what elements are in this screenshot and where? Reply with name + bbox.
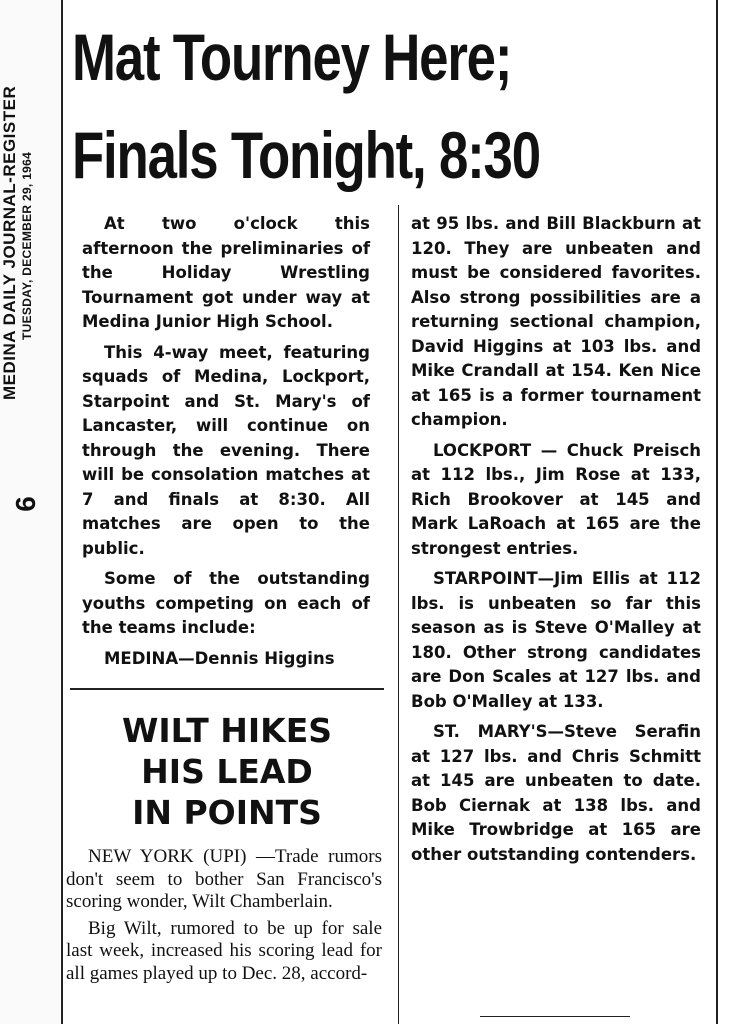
story-divider xyxy=(70,688,384,690)
end-rule xyxy=(480,1016,630,1017)
paragraph: MEDINA—Dennis Higgins xyxy=(104,648,335,668)
paragraph: This 4-way meet, featuring squads of Medina, Lockport, Starpoint and St. Mary's of Lancaster, will continue on through the evening. There will be consolation matches at 7 and finals at 8:30. All matches are open to the public. xyxy=(82,342,370,558)
main-headline xyxy=(72,8,568,204)
headline-line-1: WILT HIKES xyxy=(121,711,333,750)
center-column-rule xyxy=(398,205,399,1024)
paragraph: at 95 lbs. and Bill Blackburn at 120. They are unbeaten and must be considered favorites. Also strong possibilities are a returning sectional champion, David Higgins at 103 lbs. and Mike Crandall at 154. Ken Nice at 165 is a former tournament champion. xyxy=(411,214,701,429)
paragraph: Some of the outstanding youths competing on each of the teams include: xyxy=(82,569,370,637)
second-story-body xyxy=(66,846,382,989)
paragraph: Big Wilt, rumored to be up for sale last week, increased his scoring lead for all games played up to Dec. 28, accord- xyxy=(66,917,382,984)
second-story-headline xyxy=(72,710,382,833)
page-number: 6 xyxy=(9,496,41,512)
paragraph: ST. MARY'S—Steve Serafin at 127 lbs. and Chris Schmitt at 145 are unbeaten to date. Bob Ciernak at 138 lbs. and Mike Trowbridge at 165 are other outstanding contenders. xyxy=(411,722,701,864)
left-column-rule xyxy=(61,0,63,1024)
paragraph: LOCKPORT — Chuck Preisch at 112 lbs., Jim Rose at 133, Rich Brookover at 145 and Mark LaRoach at 165 are the strongest entries. xyxy=(411,440,701,558)
right-column-rule xyxy=(716,0,718,1024)
headline-line-2: HIS LEAD xyxy=(141,752,313,791)
headline-line-1: Mat Tourney Here; xyxy=(72,20,512,94)
publication-date: TUESDAY, DECEMBER 29, 1964 xyxy=(20,151,34,340)
article-column-2 xyxy=(411,212,701,873)
article-column-1 xyxy=(82,212,370,677)
publication-name: MEDINA DAILY JOURNAL-REGISTER xyxy=(0,85,19,400)
headline-line-2: Finals Tonight, 8:30 xyxy=(72,118,540,192)
paragraph: STARPOINT—Jim Ellis at 112 lbs. is unbeaten so far this season as is Steve O'Malley at 180. Other strong candidates are Don Scales at 127 lbs. and Bob O'Malley at 133. xyxy=(411,569,701,711)
paragraph: At two o'clock this afternoon the preliminaries of the Holiday Wrestling Tournament got under way at Medina Junior High School. xyxy=(82,214,370,331)
page-margin xyxy=(0,0,60,1024)
headline-line-3: IN POINTS xyxy=(132,793,322,832)
paragraph: NEW YORK (UPI) —Trade rumors don't seem to bother San Francisco's scoring wonder, Wilt Chamberlain. xyxy=(66,846,382,912)
